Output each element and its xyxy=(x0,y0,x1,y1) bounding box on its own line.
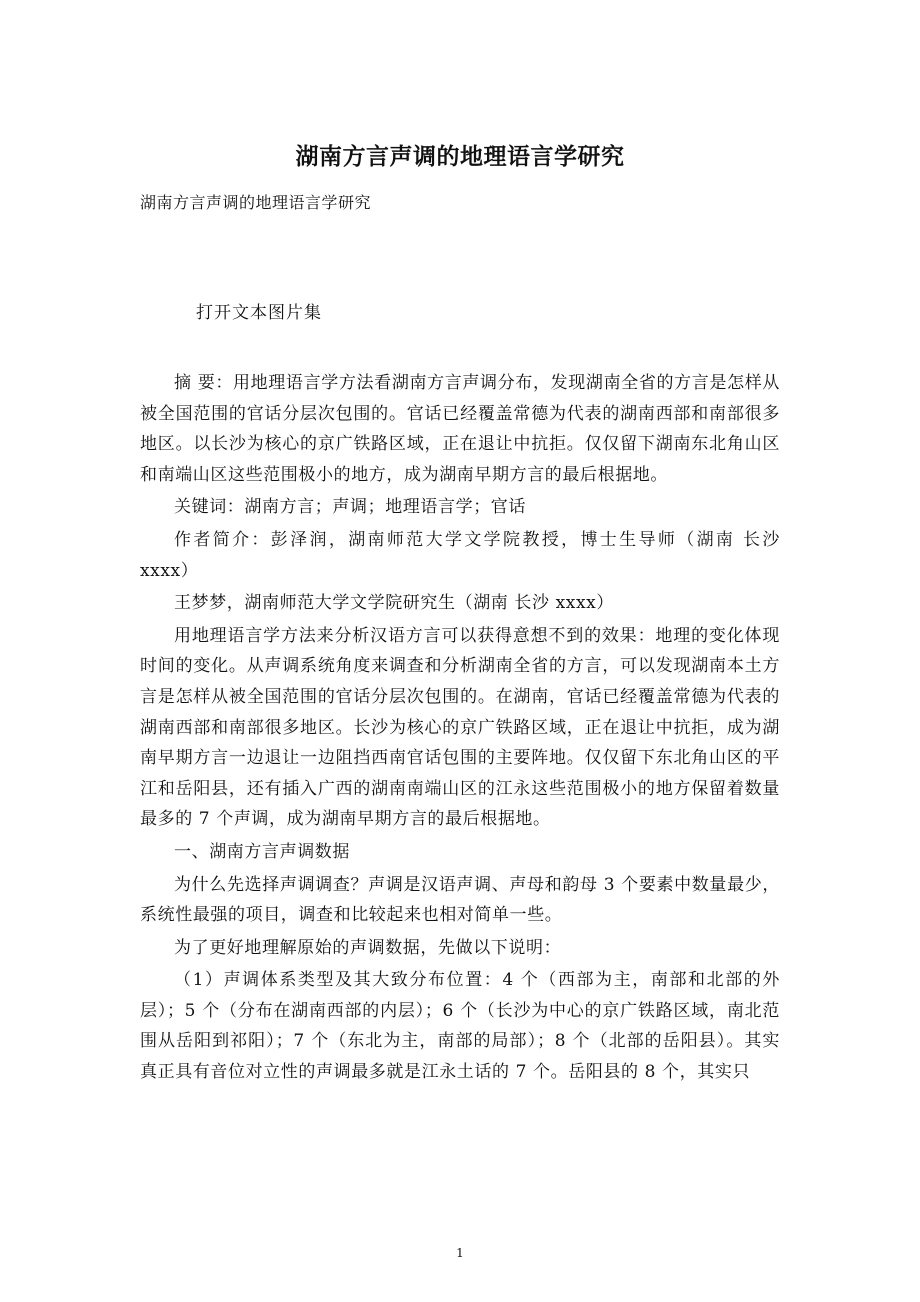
body-paragraph: 为什么先选择声调调查？声调是汉语声调、声母和韵母 3 个要素中数量最少，系统性最强的项目，调查和比较起来也相对简单一些。 xyxy=(140,874,780,926)
article-body xyxy=(140,368,780,1090)
body-paragraph: 为了更好地理解原始的声调数据，先做以下说明： xyxy=(174,937,562,958)
page-number: 1 xyxy=(456,1246,464,1260)
coauthor-paragraph: 王梦梦，湖南师范大学文学院研究生（湖南 长沙 xxxx） xyxy=(174,593,614,614)
intro-paragraph: 用地理语言学方法来分析汉语方言可以获得意想不到的效果：地理的变化体现时间的变化。从声调系统角度来调查和分析湖南全省的方言，可以发现湖南本土方言是怎样从被全国范围的官话分层次包围的。在湖南，官话已经覆盖常德为代表的湖南西部和南部很多地区。长沙为核心的京广铁路区域，正在退让中抗拒，成为湖南早期方言一边退让一边阻挡西南官话包围的主要阵地。仅仅留下东北角山区的平江和岳阳县，还有插入广西的湖南南端山区的江永这些范围极小的地方保留着数量最多的 7 个声调，成为湖南早期方言的最后根据地。 xyxy=(140,625,780,830)
author-intro-paragraph: 作者简介：彭泽润，湖南师范大学文学院教授，博士生导师（湖南 长沙 xxxx） xyxy=(140,529,780,581)
body-paragraph: （1）声调体系类型及其大致分布位置：4 个（西部为主，南部和北部的外层）；5 个（分布在湖南西部的内层）；6 个（长沙为中心的京广铁路区域，南北范围从岳阳到祁阳）；7 个（东北为主，南部的局部）；8 个（北部的岳阳县）。其实真正具有音位对立性的声调最多就是江永土话的 7 个。岳阳县的 8 个，其实只 xyxy=(140,970,780,1083)
open-image-set-link[interactable]: 打开文本图片集 xyxy=(196,303,322,323)
abstract-paragraph: 摘 要：用地理语言学方法看湖南方言声调分布，发现湖南全省的方言是怎样从被全国范围的官话分层次包围的。官话已经覆盖常德为代表的湖南西部和南部很多地区。以长沙为核心的京广铁路区域，正在退让中抗拒。仅仅留下湖南东北角山区和南端山区这些范围极小的地方，成为湖南早期方言的最后根据地。 xyxy=(140,373,780,485)
document-subtitle: 湖南方言声调的地理语言学研究 xyxy=(140,193,372,212)
section-heading: 一、湖南方言声调数据 xyxy=(174,841,350,862)
document-title: 湖南方言声调的地理语言学研究 xyxy=(295,143,625,170)
keywords-paragraph: 关键词：湖南方言；声调；地理语言学；官话 xyxy=(174,497,526,518)
